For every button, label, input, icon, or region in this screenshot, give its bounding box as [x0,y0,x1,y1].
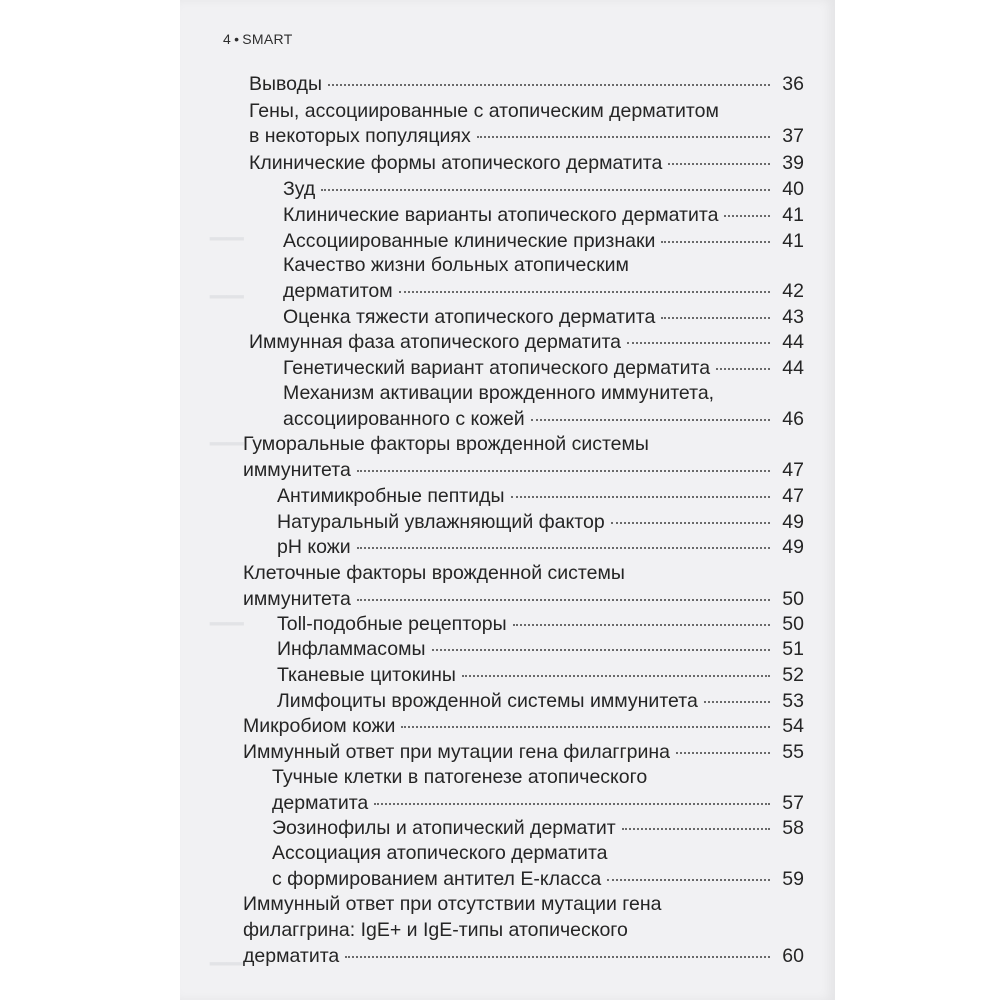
toc-entry-title: дерматита [272,792,369,814]
toc-entry-page: 52 [782,664,804,686]
toc-entry[interactable] [272,867,804,891]
dot-leader [401,726,770,728]
toc-entry-page: 42 [782,280,804,302]
toc-entry-title: Микробиом кожи [243,715,396,737]
toc-entry-page: 53 [782,690,804,712]
toc-entry[interactable] [277,510,804,534]
toc-entry-title: Генетический вариант атопического дерматита [283,357,711,379]
toc-entry[interactable] [277,484,804,508]
toc-entry[interactable] [243,944,804,968]
dot-leader [704,701,770,703]
dot-leader [357,599,770,601]
dot-leader [716,368,770,370]
toc-entry-page: 41 [782,230,804,252]
dot-leader [511,496,770,498]
dot-leader [724,215,770,217]
toc-entry-page: 36 [782,73,804,95]
toc-entry-page: 57 [782,792,804,814]
toc-entry-title: ассоциированного с кожей [283,408,525,430]
toc-entry-title: Клинические варианты атопического дерматита [283,204,719,226]
toc-entry[interactable] [243,458,804,482]
toc-entry-page: 47 [782,459,804,481]
dot-leader [531,419,770,421]
toc-entry[interactable] [283,279,804,303]
toc-entry-page: 54 [782,715,804,737]
toc-entry[interactable] [283,407,804,431]
toc-entry-title-line: Иммунный ответ при отсутствии мутации гена [243,893,662,915]
toc-entry-page: 44 [782,357,804,379]
dot-leader [477,136,770,138]
toc-entry-title: дерматита [243,945,340,967]
toc-entry[interactable] [277,663,804,687]
dot-leader [321,189,770,191]
toc-entry-title: дерматитом [283,280,393,302]
dot-leader [668,163,770,165]
toc-entry[interactable] [277,689,804,713]
dot-leader [432,649,770,651]
dot-leader [611,522,770,524]
toc-entry[interactable] [283,356,804,380]
toc-entry-page: 55 [782,741,804,763]
dot-leader [661,241,770,243]
dot-leader [345,956,770,958]
toc-entry-title: Иммунная фаза атопического дерматита [249,331,622,353]
dot-leader [357,470,770,472]
toc-entry-page: 59 [782,868,804,890]
toc-entry-title-line: Клеточные факторы врожденной системы [243,562,625,584]
toc-entry[interactable] [249,330,804,354]
dot-leader [607,879,770,881]
dot-leader [357,547,770,549]
dot-leader [328,84,770,86]
toc-entry-page: 49 [782,536,804,558]
toc-entry[interactable] [249,72,804,96]
header-separator: • [234,31,240,47]
dot-leader [661,317,770,319]
toc-entry[interactable] [283,305,804,329]
toc-entry[interactable] [272,816,804,840]
toc-entry-page: 49 [782,511,804,533]
toc-entry-page: 43 [782,306,804,328]
toc-entry-title: Инфламмасомы [277,638,426,660]
toc-entry-title: Иммунный ответ при мутации гена филаггрина [243,741,671,763]
toc-entry-title: с формированием антител Е-класса [272,868,602,890]
toc-entry-title: Toll-подобные рецепторы [277,613,507,635]
dot-leader [513,624,770,626]
toc-entry[interactable] [249,151,804,175]
toc-entry-page: 44 [782,331,804,353]
toc-entry[interactable] [243,714,804,738]
dot-leader [462,675,770,677]
toc-entry[interactable] [243,740,804,764]
toc-entry-title-line: Гены, ассоциированные с атопическим дерматитом [249,100,719,122]
toc-entry-title: Выводы [249,73,322,95]
toc-entry[interactable] [272,791,804,815]
toc-entry-title: Лимфоциты врожденной системы иммунитета [277,690,698,712]
toc-entry-page: 46 [782,408,804,430]
toc-entry-page: 50 [782,613,804,635]
header-series-name: SMART [242,31,293,47]
toc-entry-page: 58 [782,817,804,839]
toc-entry-title: pH кожи [277,536,351,558]
toc-entry-title-line: Механизм активации врожденного иммунитета, [283,382,715,404]
toc-entry-title-line: Гуморальные факторы врожденной системы [243,433,649,455]
toc-entry-page: 47 [782,485,804,507]
toc-entry-title: Оценка тяжести атопического дерматита [283,306,656,328]
toc-entry-page: 40 [782,178,804,200]
toc-entry-page: 39 [782,152,804,174]
dot-leader [622,828,770,830]
toc-entry-title-line: Ассоциация атопического дерматита [272,842,608,864]
dot-leader [374,803,770,805]
toc-entry-title: Зуд [283,178,316,200]
toc-entry-title: иммунитета [243,588,351,610]
toc-entry-title-line: Тучные клетки в патогенезе атопического [272,766,648,788]
toc-entry-title-line: Качество жизни больных атопическим [283,254,629,276]
toc-entry[interactable] [283,177,804,201]
toc-entry-title: Ассоциированные клинические признаки [283,230,656,252]
toc-entry[interactable] [277,535,804,559]
toc-entry-title-line: филаггрина: IgE+ и IgE-типы атопического [243,919,628,941]
toc-entry[interactable] [283,203,804,227]
toc-entry-page: 60 [782,945,804,967]
dot-leader [627,342,770,344]
toc-entry-title: иммунитета [243,459,351,481]
toc-entry[interactable] [277,612,804,636]
toc-entry-page: 41 [782,204,804,226]
toc-entry[interactable] [249,124,804,148]
toc-entry-page: 51 [782,638,804,660]
toc-entry-title: Антимикробные пептиды [277,485,505,507]
toc-entry-title: Натуральный увлажняющий фактор [277,511,605,533]
toc-entry-title: Клинические формы атопического дерматита [249,152,663,174]
dot-leader [676,752,770,754]
dot-leader [399,291,770,293]
toc-entry-page: 50 [782,588,804,610]
toc-entry-title: Эозинофилы и атопический дерматит [272,817,616,839]
toc-entry-title: Тканевые цитокины [277,664,456,686]
toc-entry-title: в некоторых популяциях [249,125,471,147]
toc-entry[interactable] [243,587,804,611]
toc-entry[interactable] [277,637,804,661]
header-page-number: 4 [223,31,232,47]
toc-entry-page: 37 [782,125,804,147]
toc-entry[interactable] [283,229,804,253]
